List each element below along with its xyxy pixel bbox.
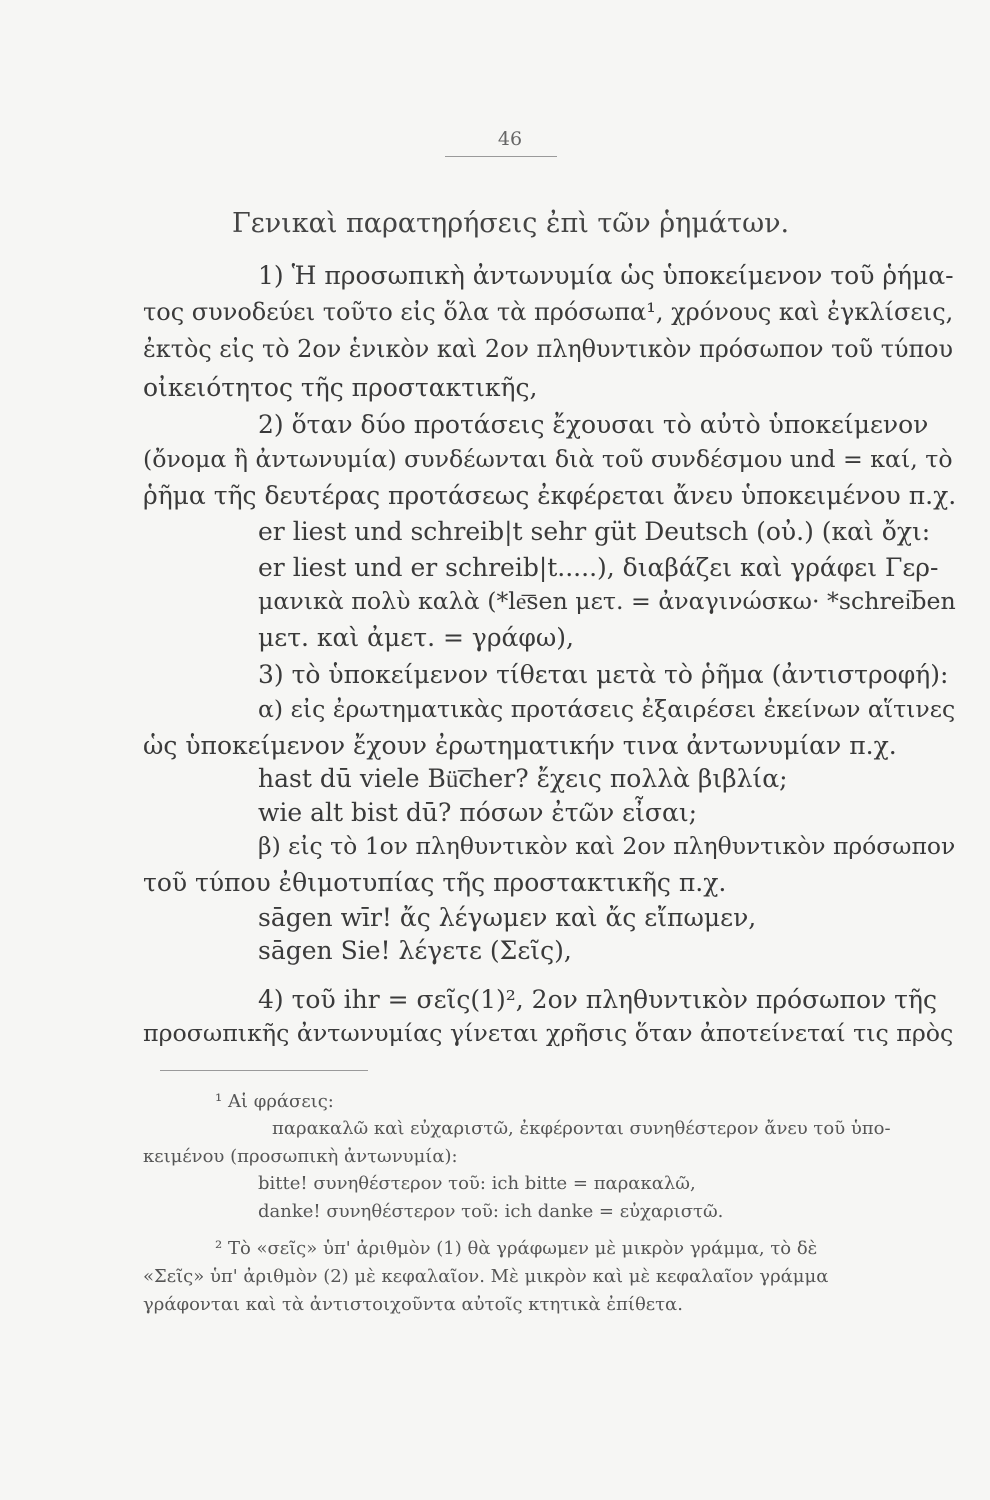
body-line: er liest und er schreib|t.....), διαβάζει καὶ γράφει Γερ- [258, 553, 939, 582]
body-line: τοῦ τύπου ἐθιμοτυπίας τῆς προστακτικῆς π.χ. [143, 868, 727, 897]
body-line: 2) ὅταν δύο προτάσεις ἔχουσαι τὸ αὐτὸ ὑποκείμενον [258, 410, 929, 439]
page-number-rule [445, 156, 557, 157]
body-line: (ὄνομα ἢ ἀντωνυμία) συνδέωνται διὰ τοῦ συνδέσμου und = καί, τὸ [143, 445, 953, 473]
section-heading: Γενικαὶ παρατηρήσεις ἐπὶ τῶν ῥημάτων. [232, 208, 790, 239]
body-line: ῥῆμα τῆς δευτέρας προτάσεως ἐκφέρεται ἄνευ ὑποκειμένου π.χ. [143, 481, 957, 510]
footnote-line: «Σεῖς» ὑπ' ἀριθμὸν (2) μὲ κεφαλαῖον. Μὲ μικρὸν καὶ μὲ κεφαλαῖον γράμμα [143, 1266, 829, 1287]
body-line: 1) Ἡ προσωπικὴ ἀντωνυμία ὡς ὑποκείμενον τοῦ ῥήμα- [258, 261, 954, 290]
body-line: οἰκειότητος τῆς προστακτικῆς, [143, 373, 538, 402]
page-number: 46 [497, 128, 523, 150]
body-line: προσωπικῆς ἀντωνυμίας γίνεται χρῆσις ὅταν ἀποτείνεταί τις πρὸς [143, 1019, 954, 1047]
body-line: 4) τοῦ ihr = σεῖς(1)², 2ον πληθυντικὸν πρόσωπον τῆς [258, 985, 937, 1014]
footnote-line: ¹ Αἱ φράσεις: [215, 1091, 334, 1112]
body-line: ἐκτὸς εἰς τὸ 2ον ἑνικὸν καὶ 2ον πληθυντικὸν πρόσωπον τοῦ τύπου [143, 335, 954, 363]
body-line: hast dū viele Bü͞cher? ἔχεις πολλὰ βιβλία; [258, 764, 788, 793]
body-line: β) εἰς τὸ 1ον πληθυντικὸν καὶ 2ον πληθυντικὸν πρόσωπον [258, 832, 956, 860]
body-line: 3) τὸ ὑποκείμενον τίθεται μετὰ τὸ ῥῆμα (ἀντιστροφή): [258, 660, 949, 689]
footnote-line: danke! συνηθέστερον τοῦ: ich danke = εὐχαριστῶ. [258, 1201, 724, 1222]
body-line: τος συνοδεύει τοῦτο εἰς ὅλα τὰ πρόσωπα¹, χρόνους καὶ ἐγκλίσεις, [143, 298, 954, 326]
footnote-line: γράφονται καὶ τὰ ἀντιστοιχοῦντα αὐτοῖς κτητικὰ ἐπίθετα. [143, 1294, 683, 1315]
footnote-rule [160, 1070, 368, 1071]
body-line: sāgen Sie! λέγετε (Σεῖς), [258, 936, 572, 965]
body-line: α) εἰς ἐρωτηματικὰς προτάσεις ἐξαιρέσει ἐκείνων αἵτινες [258, 695, 956, 723]
footnote-line: ² Τὸ «σεῖς» ὑπ' ἀριθμὸν (1) θὰ γράφωμεν μὲ μικρὸν γράμμα, τὸ δὲ [215, 1238, 818, 1259]
body-line: μανικὰ πολὺ καλὰ (*le͞sen μετ. = ἀναγινώσκω· *schrei͞ben [258, 587, 956, 615]
body-line: μετ. καὶ ἀμετ. = γράφω), [258, 623, 574, 652]
footnote-line: bitte! συνηθέστερον τοῦ: ich bitte = παρακαλῶ, [258, 1173, 696, 1194]
body-line: wie alt bist dū? πόσων ἐτῶν εἶσαι; [258, 798, 698, 827]
body-line: er liest und schreib|t sehr güt Deutsch (οὐ.) (καὶ ὄχι: [258, 517, 931, 546]
body-line: ὡς ὑποκείμενον ἔχουν ἐρωτηματικήν τινα ἀντωνυμίαν π.χ. [143, 731, 897, 760]
footnote-line: παρακαλῶ καὶ εὐχαριστῶ, ἐκφέρονται συνηθέστερον ἄνευ τοῦ ὑπο- [272, 1118, 891, 1139]
footnote-line: κειμένου (προσωπικὴ ἀντωνυμία): [143, 1146, 458, 1167]
body-line: sāgen wīr! ἄς λέγωμεν καὶ ἄς εἴπωμεν, [258, 903, 757, 932]
